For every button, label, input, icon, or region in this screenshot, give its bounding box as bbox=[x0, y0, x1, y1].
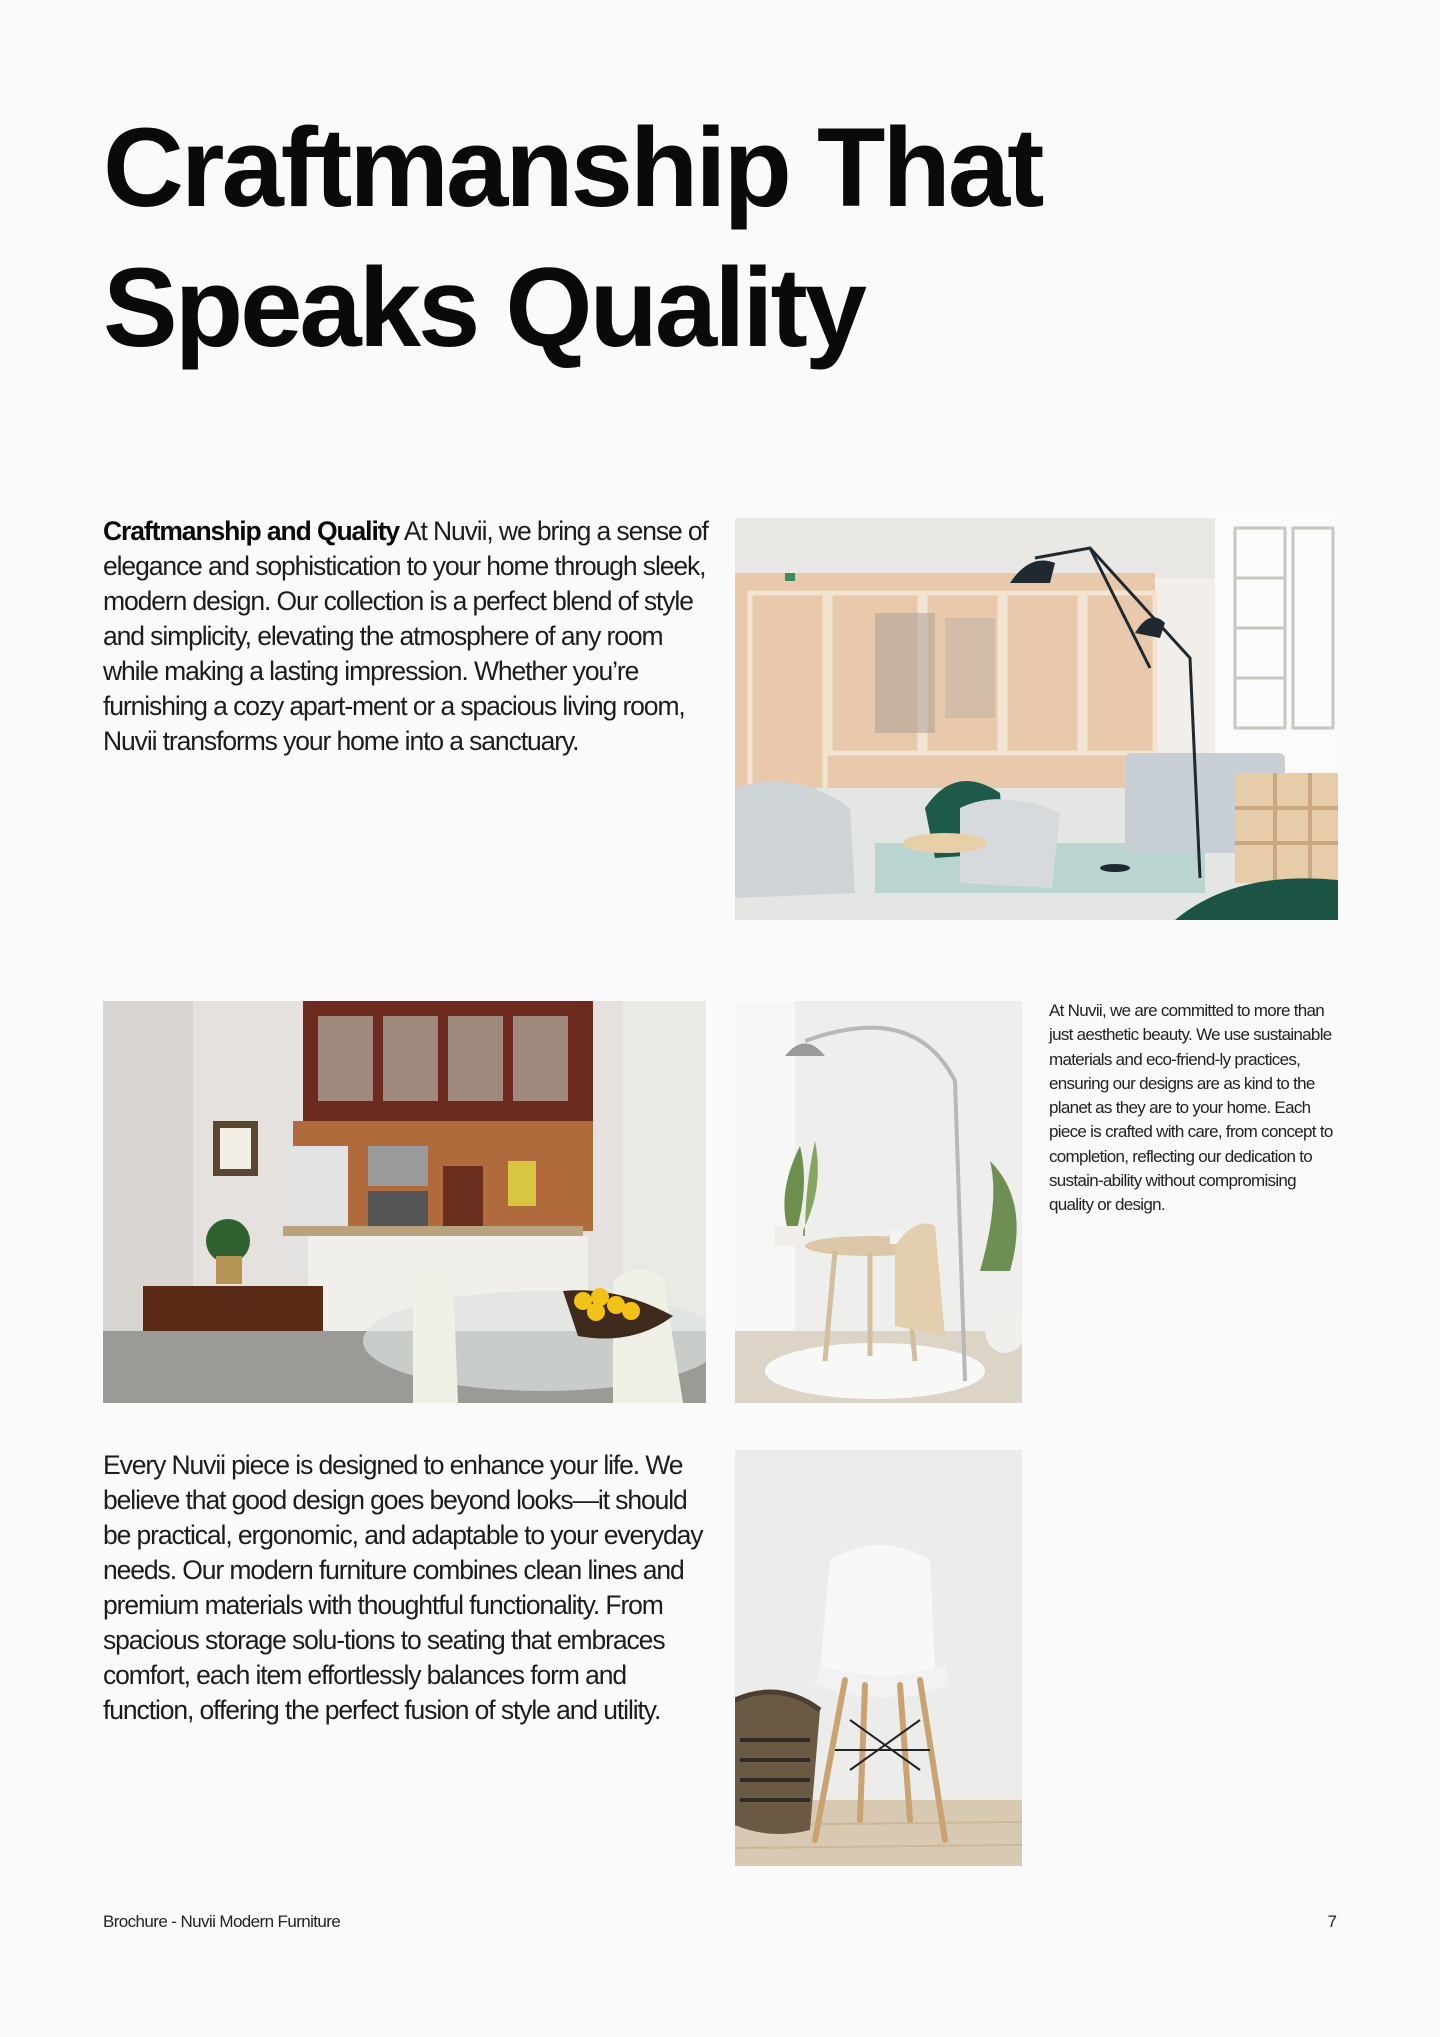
intro-body: At Nuvii, we bring a sense of elegance and sophistication to your home through sleek, modern design. Our collection is a perfect blend of style and simplicity, elevating the atmosphere of any room while making a lasting impression. Whether you’re furnishing a cozy apart-ment or a spacious living room, Nuvii transforms your home into a sanctuary. bbox=[103, 516, 708, 756]
dining-corner-photo bbox=[735, 1001, 1022, 1403]
intro-paragraph bbox=[103, 514, 708, 759]
page-number: 7 bbox=[1327, 1912, 1337, 1931]
page-title-line-2: Speaks Quality bbox=[103, 245, 865, 370]
footer-brochure-label: Brochure - Nuvii Modern Furniture bbox=[103, 1912, 341, 1931]
lounge-photo bbox=[735, 518, 1338, 920]
kitchen-photo bbox=[103, 1001, 706, 1403]
page-title bbox=[103, 98, 1103, 378]
intro-lead: Craftmanship and Quality bbox=[103, 516, 400, 546]
page-title-line-1: Craftmanship That bbox=[103, 105, 1042, 230]
design-paragraph: Every Nuvii piece is designed to enhance your life. We believe that good design goes beyond looks—it should be practical, ergonomic, and adaptable to your everyday needs. Our modern furniture combines clean lines and premium materials with thoughtful functionality. From spacious storage solu-tions to seating that embraces comfort, each item effortlessly balances form and function, offering the perfect fusion of style and utility. bbox=[103, 1450, 703, 1725]
white-chair-photo bbox=[735, 1450, 1022, 1866]
sustainability-paragraph: At Nuvii, we are committed to more than just aesthetic beauty. We use sustainable materials and eco-friend-ly practices, ensuring our designs are as kind to the planet as they are to your home. Each piece is crafted with care, from concept to completion, reflecting our dedication to sustain-ability without compromising quality or design. bbox=[1049, 1001, 1333, 1215]
